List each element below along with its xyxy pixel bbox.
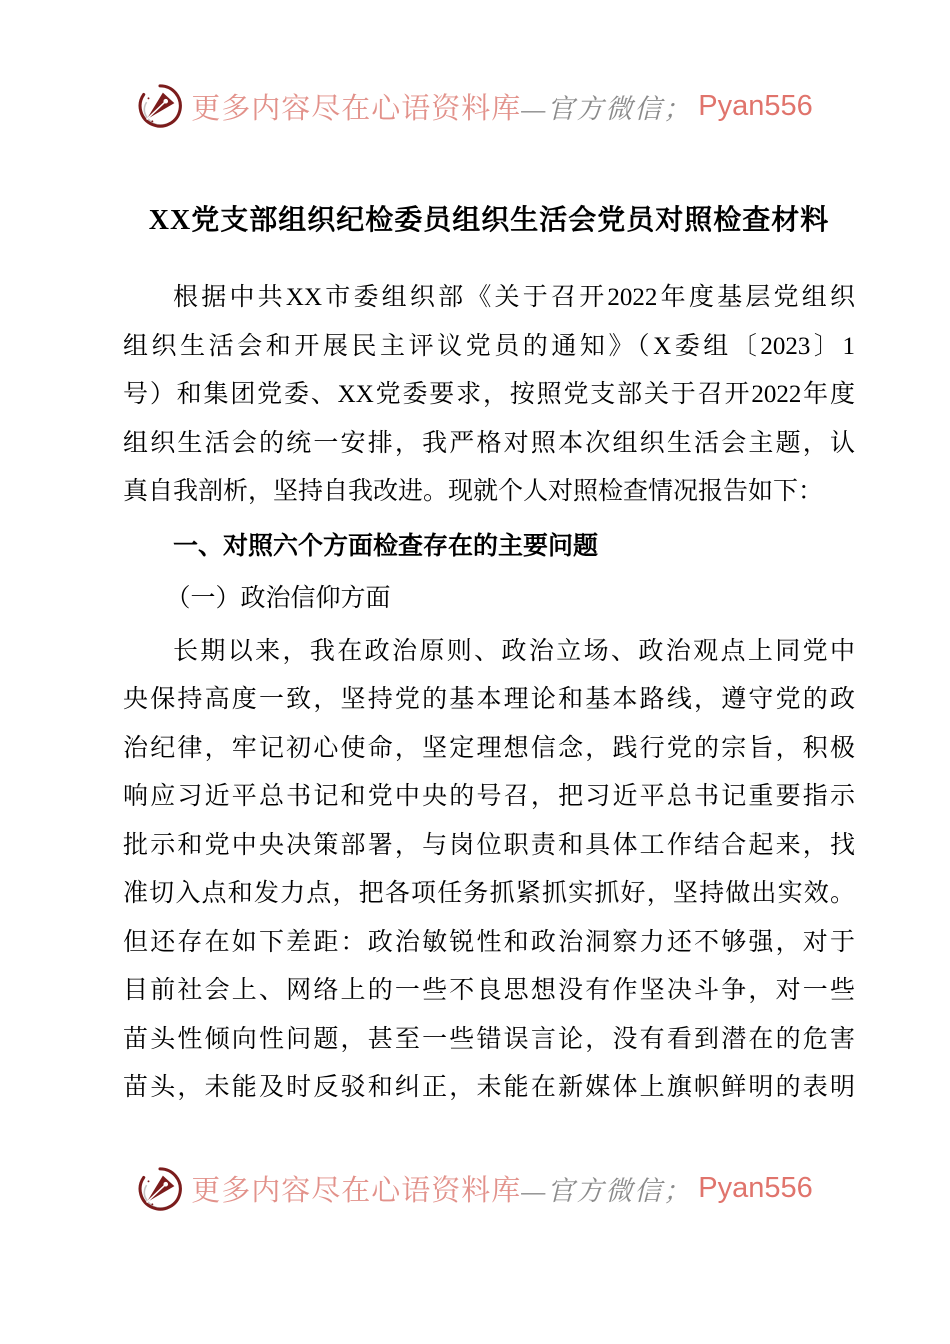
text-line: 响应习近平总书记和党中央的号召，把习近平总书记重要指示 [123,783,855,810]
brand-wechat-label: —官方微信； [521,1176,693,1206]
text-line: 长期以来，我在政治原则、政治立场、政治观点上同党中 [173,637,855,665]
text-line: 苗头性倾向性问题，甚至一些错误言论，没有看到潜在的危害 [123,1025,855,1053]
section-heading: 一、对照六个方面检查存在的主要问题 [173,532,599,560]
pen-nib-swirl-icon [137,1166,183,1212]
text-line: 但还存在如下差距：政治敏锐性和政治洞察力还不够强，对于 [123,928,855,956]
document-title: XX党支部组织纪检委员组织生活会党员对照检查材料 [148,205,830,236]
text-line: 目前社会上、网络上的一些不良思想没有作坚决斗争，对一些 [123,977,855,1004]
text-line: 组织生活会和开展民主评议党员的通知》（X委组〔2023〕1 [123,332,855,360]
pen-nib-swirl-icon [137,83,183,129]
brand-wechat-id: Pyan556 [698,1172,813,1204]
text-line: 号）和集团党委、XX党委要求，按照党支部关于召开2022年度 [123,381,855,408]
text-line: 央保持高度一致，坚持党的基本理论和基本路线，遵守党的政 [123,686,855,713]
text-line: 组织生活会的统一安排，我严格对照本次组织生活会主题，认 [123,429,855,457]
sub-heading: （一）政治信仰方面 [165,585,391,612]
brand-wechat-id: Pyan556 [698,89,813,122]
brand-slogan: 更多内容尽在心语资料库 [191,1175,522,1207]
text-line: 根据中共XX市委组织部《关于召开2022年度基层党组织 [173,284,855,311]
text-line: 准切入点和发力点，把各项任务抓紧抓实抓好，坚持做出实效。 [123,880,855,907]
document-content [123,274,855,1113]
brand-slogan: 更多内容尽在心语资料库 [191,92,522,125]
text-line: 治纪律，牢记初心使命，坚定理想信念，践行党的宗旨，积极 [123,734,855,762]
header-brand [0,82,950,130]
brand-wechat-label: —官方微信； [521,93,693,124]
text-line: 真自我剖析，坚持自我改进。现就个人对照检查情况报告如下： [123,478,824,505]
footer-brand [0,1165,950,1213]
text-line: 苗头，未能及时反驳和纠正，未能在新媒体上旗帜鲜明的表明 [123,1074,855,1101]
text-line: 批示和党中央决策部署，与岗位职责和具体工作结合起来，找 [123,831,855,859]
